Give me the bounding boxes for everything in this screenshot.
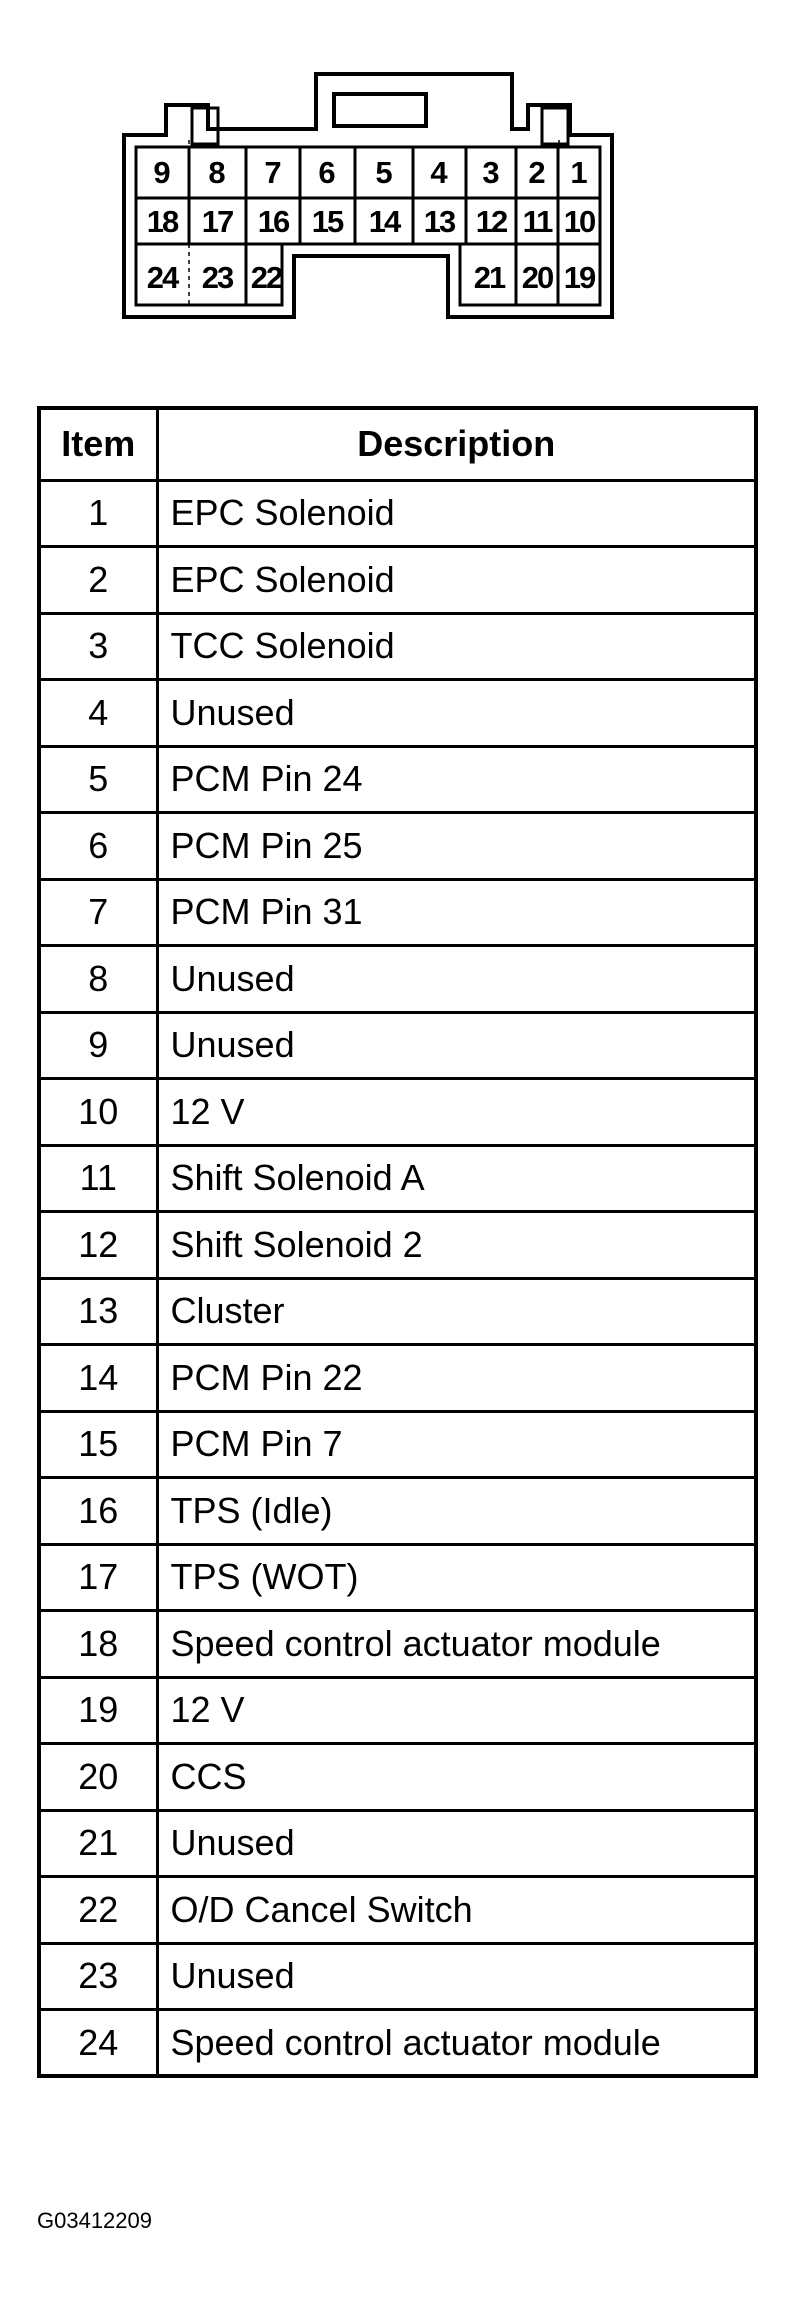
pin-label: 24: [146, 260, 178, 295]
item-number-cell: 12: [39, 1212, 157, 1279]
pin-label: 11: [522, 204, 552, 239]
table-row: [39, 1544, 756, 1611]
item-number-cell: 6: [39, 813, 157, 880]
description-cell: Unused: [157, 1012, 756, 1079]
pin-label: 3: [482, 155, 500, 190]
item-number-cell: 14: [39, 1345, 157, 1412]
description-cell: Shift Solenoid 2: [157, 1212, 756, 1279]
table-row: [39, 1411, 756, 1478]
table-row: [39, 813, 756, 880]
item-column-header: Item: [39, 408, 157, 480]
description-cell: Cluster: [157, 1278, 756, 1345]
pin-label: 19: [563, 260, 595, 295]
item-number-cell: 10: [39, 1079, 157, 1146]
table-row: [39, 1345, 756, 1412]
item-number-cell: 2: [39, 547, 157, 614]
description-cell: CCS: [157, 1744, 756, 1811]
table-row: [39, 1079, 756, 1146]
description-cell: PCM Pin 22: [157, 1345, 756, 1412]
table-row: [39, 1478, 756, 1545]
pin-label: 17: [201, 204, 233, 239]
pin-label: 8: [208, 155, 226, 190]
pin-label: 22: [250, 260, 282, 295]
table-row: [39, 746, 756, 813]
description-cell: Unused: [157, 1943, 756, 2010]
pin-description-table: [37, 406, 758, 2078]
pin-label: 13: [423, 204, 455, 239]
item-number-cell: 9: [39, 1012, 157, 1079]
connector-latch: [334, 94, 426, 126]
pin-label: 12: [475, 204, 507, 239]
connector-key-left: [192, 108, 218, 144]
item-number-cell: 21: [39, 1810, 157, 1877]
item-number-cell: 4: [39, 680, 157, 747]
pin-label: 15: [311, 204, 343, 239]
item-number-cell: 24: [39, 2010, 157, 2077]
item-number-cell: 22: [39, 1877, 157, 1944]
pin-label: 18: [146, 204, 178, 239]
connector-key-right: [542, 108, 568, 144]
pin-label: 7: [264, 155, 282, 190]
description-cell: TCC Solenoid: [157, 613, 756, 680]
table-row: [39, 1744, 756, 1811]
item-number-cell: 20: [39, 1744, 157, 1811]
description-cell: TPS (WOT): [157, 1544, 756, 1611]
figure-code: G03412209: [37, 2208, 152, 2233]
pin-label: 9: [153, 155, 171, 190]
item-number-cell: 3: [39, 613, 157, 680]
item-number-cell: 1: [39, 480, 157, 547]
pin-label: 2: [528, 155, 546, 190]
table-header-row: [39, 408, 756, 480]
table-row: [39, 1278, 756, 1345]
table-row: [39, 1145, 756, 1212]
description-cell: Unused: [157, 680, 756, 747]
item-number-cell: 8: [39, 946, 157, 1013]
description-cell: PCM Pin 24: [157, 746, 756, 813]
item-number-cell: 11: [39, 1145, 157, 1212]
table-row: [39, 613, 756, 680]
pin-label: 20: [521, 260, 553, 295]
description-column-header: Description: [157, 408, 756, 480]
table-row: [39, 1611, 756, 1678]
description-cell: PCM Pin 7: [157, 1411, 756, 1478]
description-cell: TPS (Idle): [157, 1478, 756, 1545]
table-row: [39, 2010, 756, 2077]
table-row: [39, 946, 756, 1013]
table-row: [39, 1677, 756, 1744]
pin-label: 6: [318, 155, 336, 190]
pin-label: 23: [201, 260, 233, 295]
description-cell: PCM Pin 31: [157, 879, 756, 946]
item-number-cell: 13: [39, 1278, 157, 1345]
pin-label: 14: [368, 204, 400, 239]
item-number-cell: 18: [39, 1611, 157, 1678]
table-row: [39, 1212, 756, 1279]
pin-label: 10: [563, 204, 595, 239]
item-number-cell: 19: [39, 1677, 157, 1744]
pin-label: 4: [430, 155, 448, 190]
description-cell: Unused: [157, 946, 756, 1013]
table-row: [39, 547, 756, 614]
description-cell: EPC Solenoid: [157, 480, 756, 547]
pin-label: 1: [570, 155, 588, 190]
description-cell: O/D Cancel Switch: [157, 1877, 756, 1944]
description-cell: Unused: [157, 1810, 756, 1877]
description-cell: Speed control actuator module: [157, 2010, 756, 2077]
table-row: [39, 680, 756, 747]
table-row: [39, 1877, 756, 1944]
pin-label: 21: [473, 260, 505, 295]
item-number-cell: 15: [39, 1411, 157, 1478]
description-cell: PCM Pin 25: [157, 813, 756, 880]
description-cell: EPC Solenoid: [157, 547, 756, 614]
table-row: [39, 480, 756, 547]
pin-label: 5: [375, 155, 393, 190]
description-cell: 12 V: [157, 1079, 756, 1146]
table-row: [39, 1810, 756, 1877]
item-number-cell: 16: [39, 1478, 157, 1545]
item-number-cell: 7: [39, 879, 157, 946]
description-cell: Speed control actuator module: [157, 1611, 756, 1678]
connector-diagram: [0, 0, 785, 330]
description-cell: Shift Solenoid A: [157, 1145, 756, 1212]
description-cell: 12 V: [157, 1677, 756, 1744]
pin-label: 16: [257, 204, 289, 239]
table-row: [39, 1012, 756, 1079]
item-number-cell: 23: [39, 1943, 157, 2010]
item-number-cell: 5: [39, 746, 157, 813]
item-number-cell: 17: [39, 1544, 157, 1611]
table-row: [39, 879, 756, 946]
table-row: [39, 1943, 756, 2010]
